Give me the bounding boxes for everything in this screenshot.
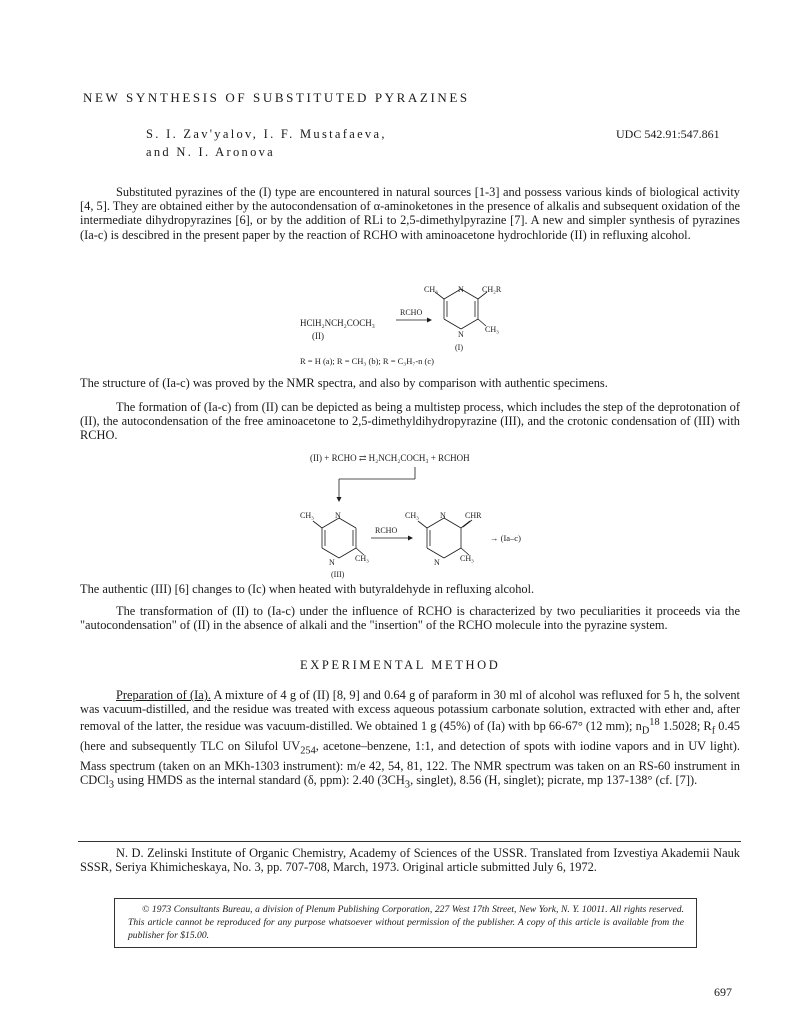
copyright-notice: © 1973 Consultants Bureau, a division of Plenum Publishing Corporation, 227 West 17th Street, New York, N. Y. 10011. All rights reserved. This article cannot be reproduced for any purpose whatsoever without permission of the publisher. A copy of this article is available from the publisher for $15.00.: [128, 904, 684, 942]
scheme2-left-ch3-top: CH₃: [300, 511, 314, 520]
intro-paragraph: Substituted pyrazines of the (I) type are encountered in natural sources [1-3] and possess various kinds of biological activity [4, 5]. They are obtained either by the autocondensation of α-aminoketones in the presence of alkalis and subsequent oxidation of the intermediate dihydropyrazines [6], or by the addition of RLi to 2,5-dimethylpyrazine [7]. A new and simpler synthesis of pyrazines (Ia-c) is descibred in the present paper by the reaction of RCHO with aminoacetone hydrochloride (II) in refluxing alcohol.: [80, 185, 741, 242]
structure-proof-paragraph: The structure of (Ia-c) was proved by the NMR spectra, and also by comparison with authentic specimens.: [80, 376, 608, 390]
affiliation-footnote: N. D. Zelinski Institute of Organic Chemistry, Academy of Sciences of the USSR. Translated from Izvestiya Akademii Nauk SSSR, Seriya Khimicheskaya, No. 3, pp. 707-708, March, 1973. Original article submitted July 6, 1972.: [80, 846, 740, 874]
ch3-subscript: 3: [404, 779, 411, 791]
scheme1-reactant-label: (II): [312, 331, 324, 341]
nd-superscript: 18: [649, 717, 660, 729]
scheme1-product-label: (I): [455, 343, 463, 352]
peculiarities-paragraph: The transformation of (II) to (Ia-c) under the influence of RCHO is characterized by two peculiarities it proceeds via the "autocondensation" of (II) in the absence of alkali and the "insertion" of the RCHO molecule into the pyrazine system.: [80, 604, 740, 633]
cdcl-subscript: 3: [108, 779, 115, 791]
scheme-1-reaction: [300, 282, 530, 374]
page-number: 697: [714, 985, 732, 999]
scheme2-right-chr: CHR: [465, 511, 482, 520]
authentic-sample-paragraph: The authentic (III) [6] changes to (Ic) when heated with butyraldehyde in refluxing alcohol.: [80, 582, 535, 596]
scheme2-right-n-bottom: N: [434, 558, 440, 567]
scheme2-left-label: (III): [331, 570, 345, 579]
udc-code: UDC 542.91:547.861: [616, 127, 720, 141]
scheme1-n-bottom: N: [458, 330, 464, 339]
nd-subscript: D: [641, 726, 650, 737]
scheme2-left-n-bottom: N: [329, 558, 335, 567]
exp-text-c: 0.45 (here and subsequently TLC on Silufol UV: [80, 719, 740, 754]
scheme2-connector: [339, 467, 415, 497]
scheme2-equilibrium: (II) + RCHO ⇄ H₂NCH₂COCH₃ + RCHOH: [310, 453, 470, 463]
exp-text-b: 1.5028; R: [659, 719, 712, 734]
exp-text-a: A mixture of 4 g of (II) [8, 9] and 0.64 g of paraform in 30 ml of alcohol was refluxed for 5 h, the solvent was vacuum-distilled, and the residue was treated with excess aqueous potassium carbonate solution, extracted with ether and, after removal of the latter, the residue was vacuum-distilled. We obtained 1 g (45%) of (Ia) with bp 66-67° (12 mm); n: [80, 688, 740, 734]
uv-subscript: 254: [300, 745, 316, 757]
article-title: NEW SYNTHESIS OF SUBSTITUTED PYRAZINES: [83, 90, 470, 105]
scheme1-reagent: RCHO: [400, 308, 423, 317]
scheme2-reagent: RCHO: [375, 526, 398, 535]
scheme1-ch3-bottom: CH₃: [485, 325, 499, 334]
scheme2-dihydropyrazine-ring: [313, 518, 364, 558]
authors-line-2: and N. I. Aronova: [146, 145, 276, 159]
scheme2-left-n-top: N: [335, 511, 341, 520]
rf-subscript: f: [711, 726, 716, 737]
scheme1-r-definitions: R = H (a); R = CH₃ (b); R = C₃H₇-n (c): [300, 356, 434, 366]
experimental-paragraph: [80, 688, 740, 793]
scheme1-n-top: N: [458, 285, 464, 294]
scheme2-left-ch3-bottom: CH₃: [355, 554, 369, 563]
scheme2-down-arrow-head: [337, 497, 342, 502]
preparation-lead: Preparation of (Ia).: [116, 688, 211, 702]
authors-line-1: S. I. Zav'yalov, I. F. Mustafaeva,: [146, 127, 387, 141]
scheme1-reactant: HClH₂NCH₂COCH₃: [300, 318, 375, 328]
scheme1-ch3-top: CH₃: [424, 285, 438, 294]
section-heading: EXPERIMENTAL METHOD: [300, 658, 501, 672]
author-list: [146, 125, 387, 161]
scheme2-right-ch3-bottom: CH₃: [460, 554, 474, 563]
mechanism-paragraph: The formation of (Ia-c) from (II) can be depicted as being a multistep process, which includes the step of the deprotonation of (II), the autocondensation of the free aminoacetone to 2,5-dimethyldihydropyrazine (III), and the crotonic condensation of (III) with RCHO.: [80, 400, 740, 443]
scheme2-right-n-top: N: [440, 511, 446, 520]
scheme2-right-ch3-top: CH₃: [405, 511, 419, 520]
exp-text-e: using HMDS as the internal standard (δ, ppm): 2.40 (3CH: [114, 773, 405, 788]
exp-text-d: , acetone–benzene, 1:1, and detection of spots with iodine vapors and in UV light). Mass spectrum (taken on an MKh-1303 instrument): m/e 42, 54, 81, 122. The NMR spectrum was taken on an RS-60 instrument in CDCl: [80, 739, 740, 788]
scheme1-pyrazine-ring: [435, 289, 487, 329]
scheme2-intermediate-ring: [418, 518, 472, 558]
scheme2-product: → (Ia–c): [490, 533, 521, 543]
scheme1-ch2r: CH₂R: [482, 285, 502, 294]
footnote-rule: [78, 841, 741, 842]
exp-text-f: , singlet), 8.56 (H, singlet); picrate, mp 137-138° (cf. [7]).: [410, 773, 698, 788]
scheme-2-mechanism: [295, 451, 555, 579]
scheme2-arrow-head: [408, 536, 413, 541]
scheme1-arrow-head: [427, 318, 432, 323]
